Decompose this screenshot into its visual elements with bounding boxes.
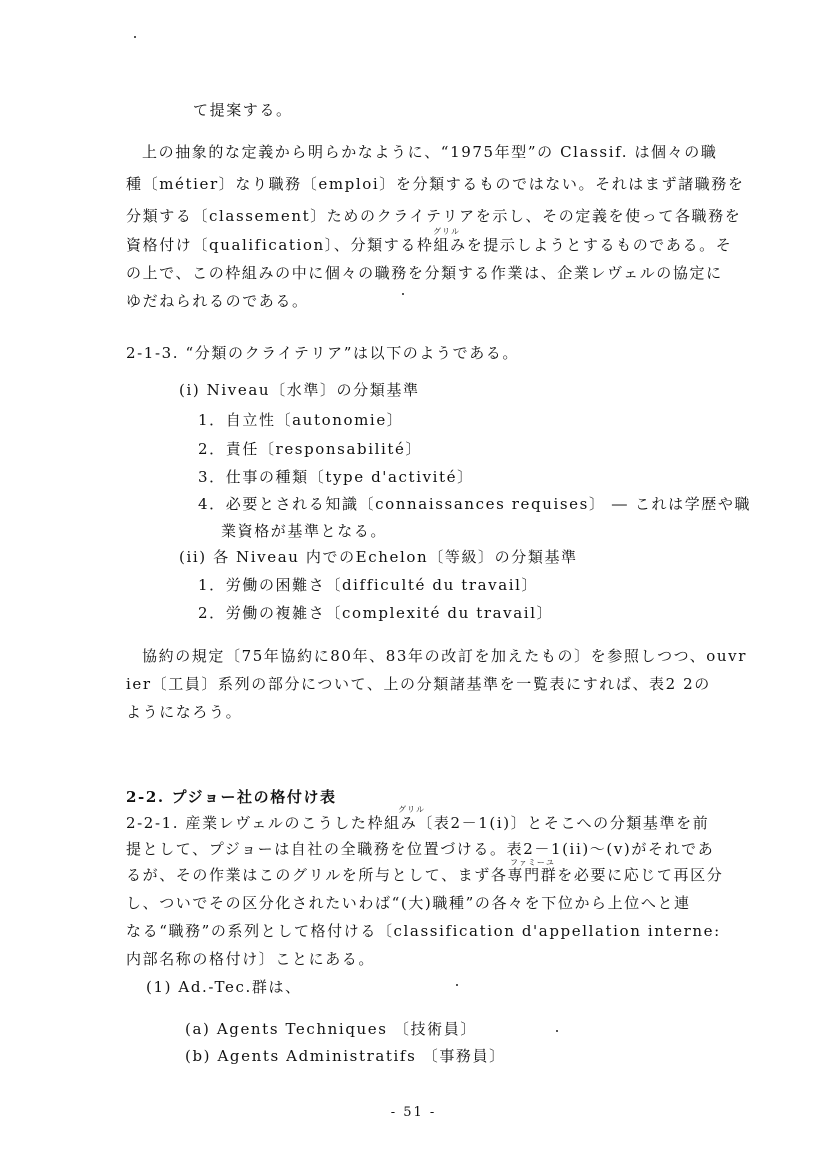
para1-line-3: 分類する〔classement〕ためのクライテリアを示し、その定義を使って各職務を (126, 207, 742, 225)
section-2-2-line-2: 提として、プジョーは自社の全職務を位置づける。表2－1(ii)～(v)がそれであ (126, 840, 715, 858)
criteria-echelon-heading: (ii) 各 Niveau 内でのEchelon〔等級〕の分類基準 (179, 548, 578, 566)
ruby-grille-1: グリル (433, 227, 460, 236)
scan-speck (402, 293, 404, 295)
section-2-1-3-heading: 2-1-3. “分類のクライテリア”は以下のようである。 (126, 344, 519, 362)
para1-line-4: 資格付け〔qualification〕、分類する枠組みを提示しようとするものである。そ (126, 236, 733, 254)
para1-line-2: 種〔métier〕なり職務〔emploi〕を分類するものではない。それはまず諸職務を (126, 175, 745, 193)
section-2-2-line-4: し、ついでその区分化されたいわば“(大)職種”の各々を下位から上位へと連 (126, 894, 691, 912)
intro-line: て提案する。 (193, 101, 293, 119)
criteria-niveau-heading: (i) Niveau〔水準〕の分類基準 (179, 381, 420, 399)
para2-line-3: ようになろう。 (126, 703, 243, 721)
scan-speck (456, 984, 458, 986)
list-heading: (1) Ad.-Tec.群は、 (146, 978, 302, 996)
criteria-item-1: 1．自立性〔autonomie〕 (198, 411, 404, 429)
criteria-item-3: 3．仕事の種類〔type d'activité〕 (198, 468, 474, 486)
list-item-a: (a) Agents Techniques 〔技術員〕 (185, 1020, 477, 1038)
para1-line-5: の上で、この枠組みの中に個々の職務を分類する作業は、企業レヴェルの協定に (126, 264, 723, 282)
section-2-2-line-6: 内部名称の格付け〕ことにある。 (126, 950, 376, 968)
ruby-grille-2: グリル (398, 805, 425, 814)
ruby-famille: ファミーユ (510, 858, 555, 867)
section-2-2-line-5: なる“職務”の系列として格付ける〔classification d'appellation interne: (126, 922, 721, 940)
criteria-item-2: 2．責任〔responsabilité〕 (198, 440, 423, 458)
list-item-b: (b) Agents Administratifs 〔事務員〕 (185, 1047, 506, 1065)
section-2-2-line-1: 2-2-1. 産業レヴェルのこうした枠組み〔表2－1(i)〕とそこへの分類基準を前 (126, 814, 710, 832)
echelon-item-2: 2．労働の複雑さ〔complexité du travail〕 (198, 604, 554, 622)
para1-line-6: ゆだねられるのである。 (126, 292, 309, 310)
page-number: - 51 - (390, 1105, 437, 1120)
scan-speck (556, 1030, 558, 1032)
para1-line-1: 上の抽象的な定義から明らかなように、“1975年型”の Classif. は個々の職 (142, 143, 718, 161)
criteria-item-4-cont: 業資格が基準となる。 (221, 522, 388, 540)
scan-speck (134, 36, 136, 38)
criteria-item-4: 4．必要とされる知識〔connaissances requises〕 ― これは学歴や職 (198, 495, 752, 513)
para2-line-1: 協約の規定〔75年協約に80年、83年の改訂を加えたもの〕を参照しつつ、ouvr (142, 647, 747, 665)
para2-line-2: ier〔工員〕系列の部分について、上の分類諸基準を一覧表にすれば、表2 2の (126, 675, 711, 693)
echelon-item-1: 1．労働の困難さ〔difficulté du travail〕 (198, 576, 539, 594)
section-2-2-heading: 2-2. プジョー社の格付け表 (126, 788, 337, 806)
section-2-2-line-3: るが、その作業はこのグリルを所与として、まず各専門群を必要に応じて再区分 (126, 866, 724, 884)
